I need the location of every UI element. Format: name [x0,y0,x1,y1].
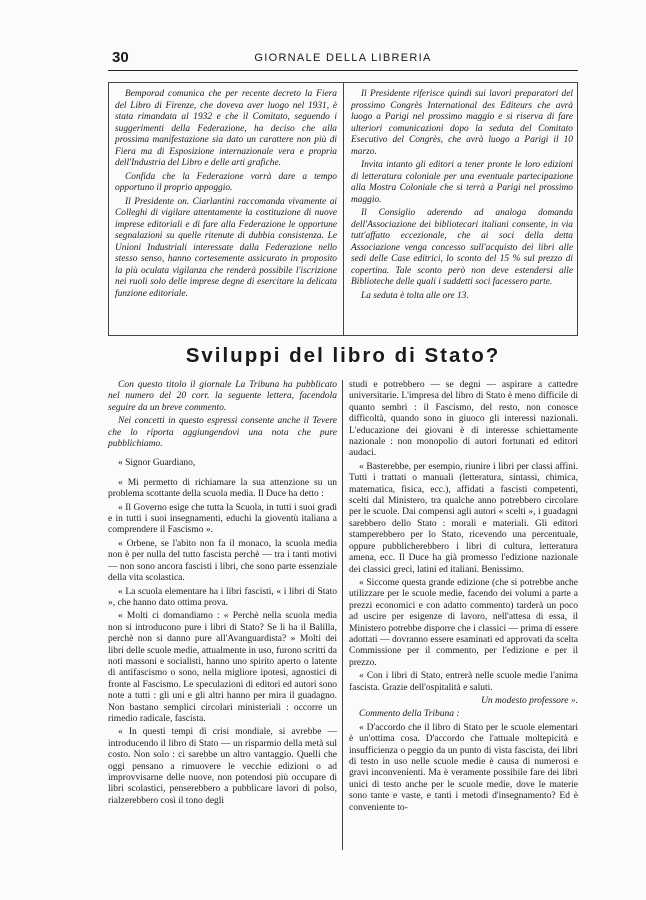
minutes-right-column [351,89,573,304]
paragraph: « Mi permetto di richiamare la sua attenzione su un problema scottante della scuola media. Il Duce ha detto : [108,477,337,500]
minutes-box [108,82,578,336]
paragraph: « In questi tempi di crisi mondiale, si avrebbe — introducendo il libro di Stato — un risparmio della metà sul costo. Non solo : ci sarebbe un altro vantaggio. Quelli che oggi pensano a rimuovere le vecchie edizioni o ad improvvisarne delle nuove, non potendosi più occupare di libri scolastici, penserebbero a pubblicare lavori di polso, rialzerebbero così il tono degli [108,727,337,806]
article-left-column [108,380,337,809]
intro-paragraph: Con questo titolo il giornale La Tribuna ha pubblicato nel numero del 20 corr. la seguente lettera, facendola seguire da un breve commento. [108,380,337,413]
paragraph: Il Presidente riferisce quindi sui lavori preparatori del prossimo Congrès International des Editeurs che avrà luogo a Parigi nel prossimo maggio e si riserva di fare ulteriori comunicazioni dopo la seduta del Comitato Esecutivo del Congrès, che avrà luogo a Parigi il 10 marzo. [351,89,573,157]
paragraph: « Il Governo esige che tutta la Scuola, in tutti i suoi gradi e in tutti i suoi insegnamenti, educhi la gioventù italiana a comprendere il Fascismo ». [108,502,337,536]
intro-paragraph: Nei concetti in questo espressi consente anche il Tevere che lo riporta aggiungendovi una nota che pure pubblichiamo. [108,416,337,450]
salutation: « Signor Guardiano, [118,458,196,469]
comment-paragraph: « D'accordo che il libro di Stato per le scuole elementari è un'ottima cosa. D'accordo che l'attuale moltepicità e insufficienza o peggio da un punto di vista fascista, dei libri di testo in uso nelle scuole medie è causa di numerosi e gravi inconvenienti. Ma è veramente possibile fare dei libri unici di testo anche per le scuole medie, dove le materie sono tante e vaste, e tanti i metodi d'insegnamento? Ed è conveniente to- [349,722,578,813]
paragraph: « Con i libri di Stato, entrerà nelle scuole medie l'anima fascista. Grazie dell'ospitalità e saluti. [349,671,578,693]
article-right-column [349,380,578,816]
paragraph: « La scuola elementare ha i libri fascisti, « i libri di Stato », che hanno dato ottima prova. [108,586,337,608]
paragraph: « Molti ci domandiamo : « Perchè nella scuola media non si introducono pure i libri di Stato? Se li ha il Balilla, perchè non si danno pure all'Avanguardista? » Molti dei libri delle scuole medie, attualmente in uso, furono scritti da noti massoni e socialisti, hanno uno spirito aperto o latente di antifascismo o sono, nella migliore ipotesi, agnostici di fronte al Fascismo. Le speculazioni di editori ed autori sono note a tutti : gli uni e gli altri hanno per mira il guadagno. Non bastano semplici circolari ministeriali : occorre un rimedio radicale, fascista. [108,611,337,724]
paragraph: studi e potrebbero — se degni — aspirare a cattedre universitarie. L'impresa del libro di Stato è meno difficile di quanto sembri : il Fascismo, del resto, non conosce difficoltà, quando sono in giuoco gli interessi nazionali. L'educazione dei giovani è di interesse schiettamente nazionale : non monopolio di autori fortunati ed editori audaci. [349,380,578,459]
column-divider [342,380,343,850]
paragraph: Confida che la Federazione vorrà dare a tempo opportuno il proprio appoggio. [115,171,337,193]
paragraph: Il Presidente on. Ciarlantini raccomanda vivamente ai Colleghi di vigilare attentamente la costituzione di nuove imprese editoriali e di fare alla Federazione le opportune segnalazioni su quelle ritenute di dubbia consistenza. Le Unioni Industriali interessate dalla Federazione nello stesso senso, hanno cortesemente assicurato in proposito la più oculata vigilanza che renderà possibile l'iscrizione nei ruoli solo delle imprese degne di esercitare la delicata funzione editoriale. [115,196,337,299]
paragraph: Bemporad comunica che per recente decreto la Fiera del Libro di Firenze, che doveva aver luogo nel 1931, è stata rimandata al 1932 e che il Comitato, seguendo i suggerimenti della Federazione, ha deciso che alla prossima manifestazione sia dato un carattere non più di Fiera ma di Esposizione internazionale vera e propria dell'Industria del Libro e delle arti grafiche. [115,89,337,168]
journal-title: GIORNALE DELLA LIBRERIA [254,52,432,64]
article-title: Sviluppi del libro di Stato? [185,344,501,367]
minutes-left-column [115,89,337,302]
paragraph: « Orbene, se l'abito non fa il monaco, la scuola media non è per nulla del tutto fascista perchè — tra i tanti motivi — non sono ancora fascisti i libri, che sono parte essenziale della vita scolastica. [108,538,337,584]
box-divider [343,83,344,335]
running-header [108,48,578,71]
page-number: 30 [112,49,129,66]
paragraph: Il Consiglio aderendo ad analoga domanda dell'Associazione dei bibliotecari italiani consente, in via tutt'affatto eccezionale, che ai soci della detta Associazione venga concesso sull'acquisto dei libri alle sedi delle Case editrici, lo sconto del 15 % sul prezzo di copertina. Tale sconto però non deve estendersi alle Biblioteche delle quali i suddetti soci facessero parte. [351,208,573,287]
paragraph: « Siccome questa grande edizione (che si potrebbe anche utilizzare per le scuole medie, facendo dei volumi a parte a prezzi economici e con adatto commento) tarderà un poco ad uscire per esigenze di lavoro, nell'attesa di essa, il Ministero potrebbe disporre che i classici — prima di essere adottati — dovranno essere esaminati ed approvati da scelta Commissione per il commento, per l'edizione e per il prezzo. [349,577,578,668]
signature: Un modesto professore ». [481,695,578,706]
paragraph: Invita intanto gli editori a tener pronte le loro edizioni di letteratura coloniale per una eventuale partecipazione alla Mostra Coloniale che si terrà a Parigi nel prossimo maggio. [351,160,573,205]
comment-label: Commento della Tribuna : [359,709,460,720]
paragraph: La seduta è tolta alle ore 13. [361,290,469,301]
paragraph: « Basterebbe, per esempio, riunire i libri per classi affini. Tutti i trattati o manuali (letteratura, sintassi, chimica, matematica, fisica, ecc.), affidati a fascisti competenti, scelti dal Ministero, tra qualche anno potrebbero circolare per le scuole. Dai compensi agli autori « scelti », i guadagni sarebbero dello Stato : morali e materiali. Gli editori stamperebbero per lo Stato, ricevendo una percentuale, oppure pubblicherebbero i libri di cultura, letteratura amena, ecc. Il Duce ha già promesso l'edizione nazionale dei classici greci, latini ed italiani. Benissimo. [349,461,578,575]
